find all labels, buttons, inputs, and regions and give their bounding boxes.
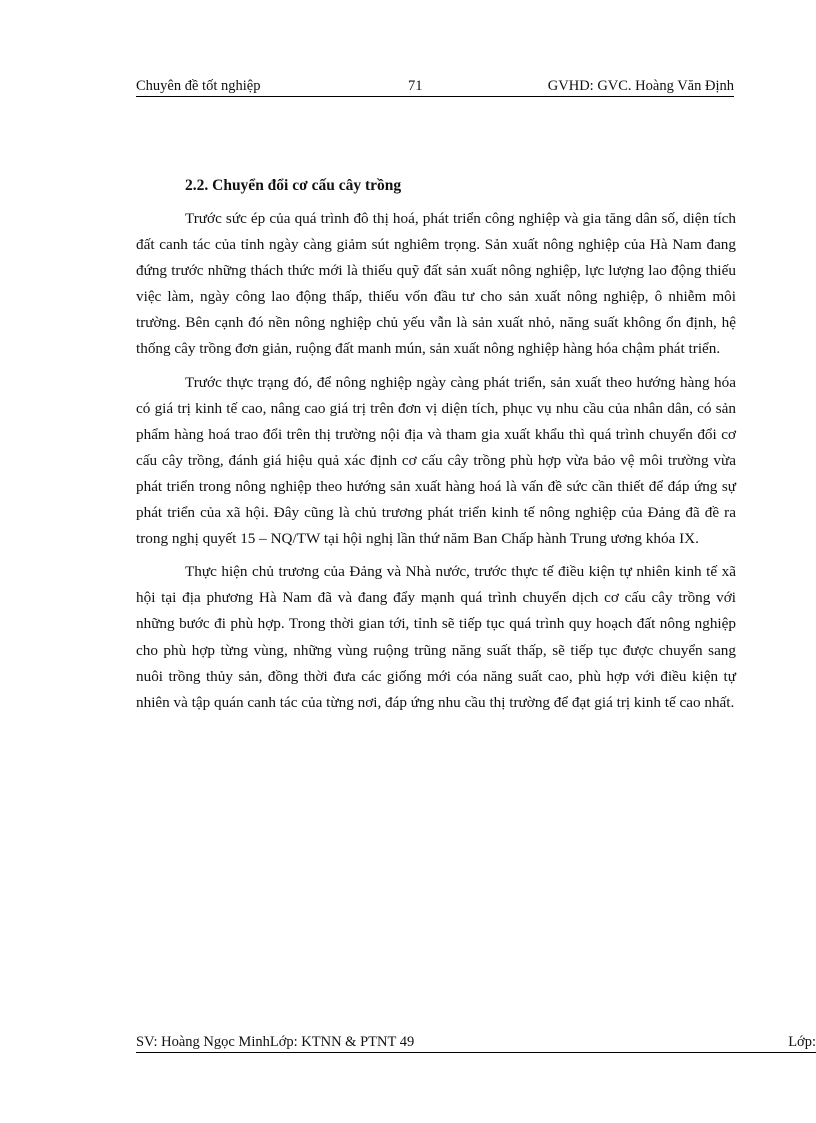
- footer-class-label: Lớp:: [788, 1034, 816, 1050]
- header-advisor: GVHD: GVC. Hoàng Văn Định: [547, 78, 734, 94]
- section-heading: 2.2. Chuyển đổi cơ cấu cây trồng: [185, 177, 402, 194]
- header-document-type: Chuyên đề tốt nghiệp: [136, 78, 261, 94]
- header-page-number: 71: [408, 78, 423, 94]
- paragraph-1: Trước sức ép của quá trình đô thị hoá, phát triển công nghiệp và gia tăng dân số, diện tích đất canh tác của tỉnh ngày càng giảm sút nghiêm trọng. Sản xuất nông nghiệp của Hà Nam đang đứng trước những thách thức mới là thiếu quỹ đất sản xuất nông nghiệp, lực lượng lao động thiếu việc làm, ngày công lao động thấp, thiếu vốn đầu tư cho sản xuất nông nghiệp, ô nhiễm môi trường. Bên cạnh đó nền nông nghiệp chủ yếu vẫn là sản xuất nhỏ, năng suất không ổn định, hệ thống cây trồng đơn giản, ruộng đất manh mún, sản xuất nông nghiệp hàng hóa chậm phát triển.: [136, 210, 736, 358]
- page-footer: [136, 1032, 816, 1053]
- paragraph-2: Trước thực trạng đó, để nông nghiệp ngày càng phát triển, sản xuất theo hướng hàng hóa có giá trị kinh tế cao, nâng cao giá trị trên đơn vị diện tích, phục vụ nhu cầu của nhân dân, có sản phẩm hàng hoá trao đổi trên thị trường nội địa và tham gia xuất khẩu thì quá trình chuyển đổi cơ cấu cây trồng, đánh giá hiệu quả xác định cơ cấu cây trồng phù hợp vừa bảo vệ môi trường vừa phát triển trong nông nghiệp theo hướng sản xuất hàng hoá là vấn đề sức cần thiết để đáp ứng sự phát triển của xã hội. Đây cũng là chủ trương phát triển kinh tế nông nghiệp của Đảng đã đề ra trong nghị quyết 15 – NQ/TW tại hội nghị lần thứ năm Ban Chấp hành Trung ương khóa IX.: [136, 373, 736, 548]
- paragraph-3: Thực hiện chủ trương của Đảng và Nhà nước, trước thực tế điều kiện tự nhiên kinh tế xã hội tại địa phương Hà Nam đã và đang đẩy mạnh quá trình chuyển dịch cơ cấu cây trồng với những bước đi phù hợp. Trong thời gian tới, tỉnh sẽ tiếp tục quá trình quy hoạch đất nông nghiệp cho phù hợp từng vùng, những vùng ruộng trũng năng suất thấp, sẽ tiếp tục được chuyển sang nuôi trồng thủy sản, đồng thời đưa các giống mới cóa năng suất cao, phù hợp với điều kiện tự nhiên và tập quán canh tác của từng nơi, đáp ứng nhu cầu thị trường để đạt giá trị kinh tế cao nhất.: [136, 563, 736, 711]
- footer-student: SV: Hoàng Ngọc MinhLớp: KTNN & PTNT 49: [136, 1034, 415, 1050]
- section-body: [136, 206, 736, 723]
- page-header: [136, 76, 734, 97]
